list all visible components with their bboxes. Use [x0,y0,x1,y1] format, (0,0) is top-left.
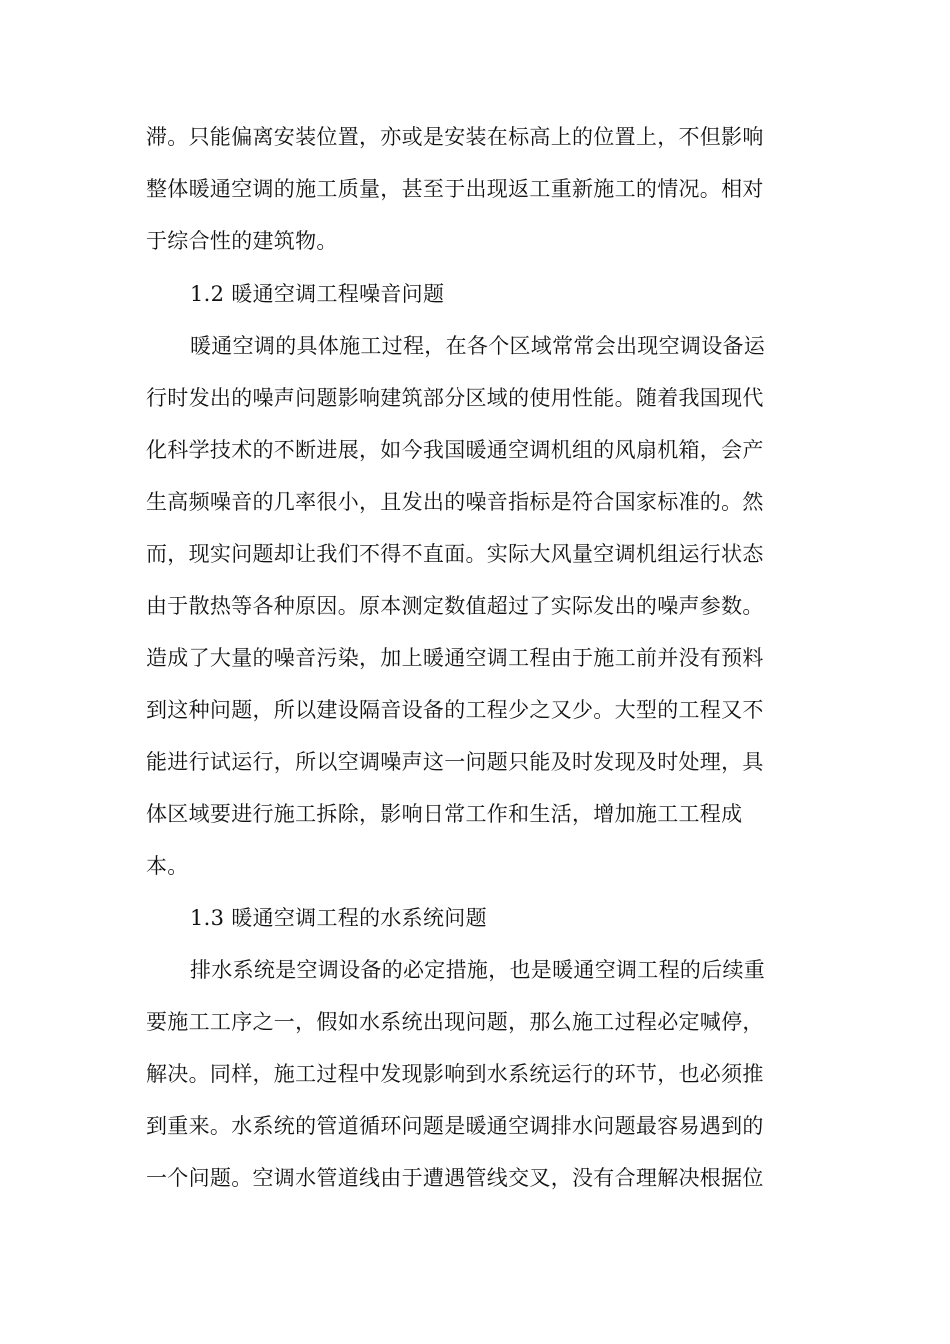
paragraph-line: 生高频噪音的几率很小，且发出的噪音指标是符合国家标准的。然 [146,490,764,514]
paragraph-line: 暖通空调的具体施工过程，在各个区域常常会出现空调设备运 [190,334,766,358]
paragraph-line: 到这种问题，所以建设隔音设备的工程少之又少。大型的工程又不 [146,698,764,722]
paragraph-line: 要施工工序之一，假如水系统出现问题，那么施工过程必定喊停， [146,1010,764,1034]
section-heading-1-2: 1.2 暖通空调工程噪音问题 [190,282,445,306]
paragraph-line: 行时发出的噪声问题影响建筑部分区域的使用性能。随着我国现代 [146,386,764,410]
paragraph-line: 到重来。水系统的管道循环问题是暖通空调排水问题最容易遇到的 [146,1114,764,1138]
paragraph-line: 化科学技术的不断进展，如今我国暖通空调机组的风扇机箱，会产 [146,438,764,462]
paragraph-line: 能进行试运行，所以空调噪声这一问题只能及时发现及时处理，具 [146,750,764,774]
paragraph-line: 而，现实问题却让我们不得不直面。实际大风量空调机组运行状态 [146,542,764,566]
paragraph-line: 一个问题。空调水管道线由于遭遇管线交叉，没有合理解决根据位 [146,1166,764,1190]
paragraph-line: 由于散热等各种原因。原本测定数值超过了实际发出的噪声参数。 [146,594,764,618]
paragraph-line: 体区域要进行施工拆除，影响日常工作和生活，增加施工工程成 [146,802,743,826]
paragraph-line: 造成了大量的噪音污染，加上暖通空调工程由于施工前并没有预料 [146,646,764,670]
paragraph-line: 本。 [146,854,189,878]
paragraph-line: 于综合性的建筑物。 [146,229,338,253]
paragraph-line: 整体暖通空调的施工质量，甚至于出现返工重新施工的情况。相对 [146,177,764,201]
paragraph-line: 滞。只能偏离安装位置，亦或是安装在标高上的位置上，不但影响 [146,125,764,149]
paragraph-line: 解决。同样，施工过程中发现影响到水系统运行的环节，也必须推 [146,1062,764,1086]
paragraph-line: 排水系统是空调设备的必定措施，也是暖通空调工程的后续重 [190,958,766,982]
section-heading-1-3: 1.3 暖通空调工程的水系统问题 [190,906,487,930]
